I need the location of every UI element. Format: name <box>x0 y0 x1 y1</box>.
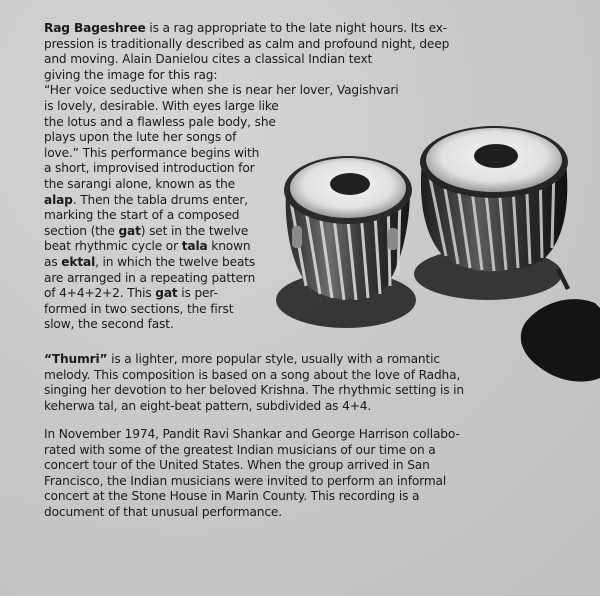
text-line: are arranged in a repeating pattern <box>44 270 256 285</box>
text-line: and moving. Alain Danielou cites a classical Indian text <box>44 52 373 67</box>
text-line: as ektal, in which the twelve beats <box>44 254 256 269</box>
text-line: the sarangi alone, known as the <box>44 176 236 191</box>
text-line: “Thumri” is a lighter, more popular style, usually with a romantic <box>44 352 440 366</box>
text-line: the lotus and a flawless pale body, she <box>44 114 276 129</box>
text-line: document of that unusual performance. <box>44 504 282 519</box>
text-line: formed in two sections, the first <box>44 301 234 316</box>
text-line: section (the gat) set in the twelve <box>44 223 249 238</box>
text-line: slow, the second fast. <box>44 317 174 332</box>
paragraph-concert-history <box>44 427 574 521</box>
text-line: concert at the Stone House in Marin County. This recording is a <box>44 489 420 504</box>
text-line: pression is traditionally described as calm and profound night, deep <box>44 36 450 51</box>
text-line: a short, improvised introduction for <box>44 161 255 176</box>
text-line: concert tour of the United States. When the group arrived in San <box>44 458 430 473</box>
text-line: singing her devotion to her beloved Krishna. The rhythmic setting is in <box>44 383 464 398</box>
term-gat: gat <box>155 286 178 301</box>
text-line: is lovely, desirable. With eyes large like <box>44 98 279 113</box>
term-rag-bageshree: Rag Bageshree <box>44 21 146 35</box>
text-line: of 4+4+2+2. This gat is per- <box>44 286 218 301</box>
text-line: plays upon the lute her songs of <box>44 130 237 145</box>
text-line: “Her voice seductive when she is near her lover, Vagishvari <box>44 83 399 98</box>
text-line: keherwa tal, an eight-beat pattern, subdivided as 4+4. <box>44 398 372 413</box>
term-alap: alap <box>44 192 73 207</box>
paragraph-rag-bageshree <box>44 21 554 333</box>
text-line: beat rhythmic cycle or tala known <box>44 239 251 254</box>
text-line: giving the image for this rag: <box>44 67 218 82</box>
term-gat: gat <box>118 223 141 238</box>
text-line: Rag Bageshree is a rag appropriate to the late night hours. Its ex- <box>44 21 448 35</box>
text-line: In November 1974, Pandit Ravi Shankar and George Harrison collabo- <box>44 427 460 441</box>
text-line: alap. Then the tabla drums enter, <box>44 192 248 207</box>
paragraph-thumri <box>44 352 574 414</box>
term-tala: tala <box>181 239 208 254</box>
text-line: marking the start of a composed <box>44 208 240 223</box>
text-line: rated with some of the greatest Indian musicians of our time on a <box>44 442 436 457</box>
text-line: melody. This composition is based on a song about the love of Radha, <box>44 367 461 382</box>
term-thumri: “Thumri” <box>44 352 108 366</box>
term-ektal: ektal <box>61 254 96 269</box>
text-line: love.” This performance begins with <box>44 145 260 160</box>
text-line: Francisco, the Indian musicians were invited to perform an informal <box>44 473 447 488</box>
